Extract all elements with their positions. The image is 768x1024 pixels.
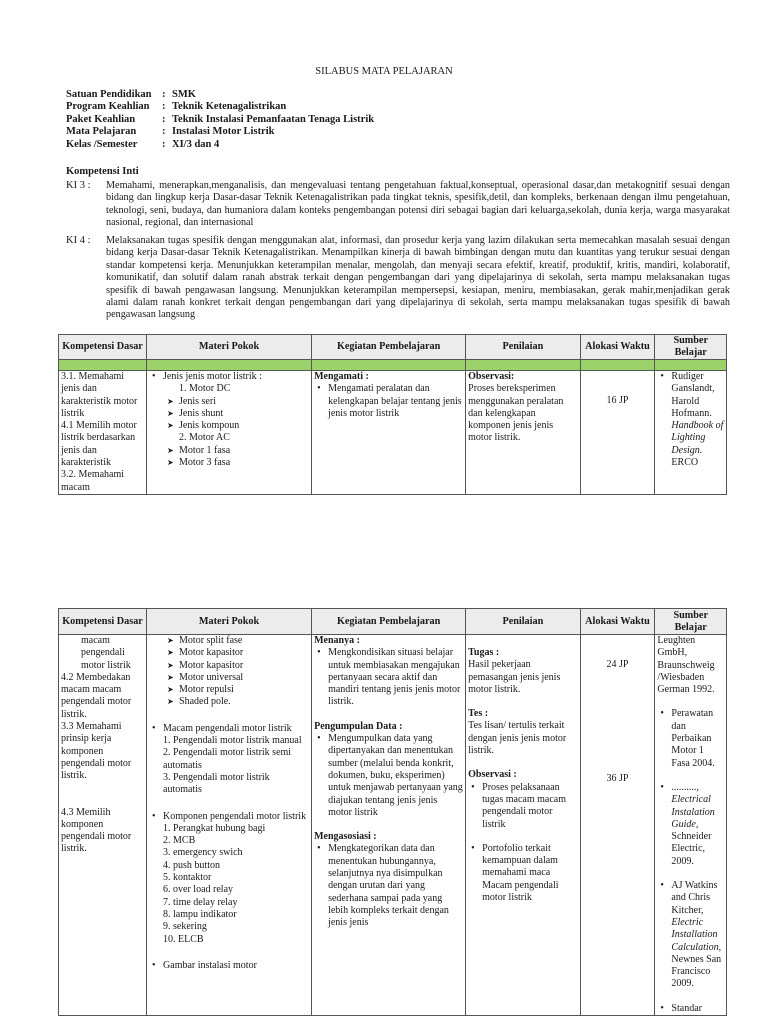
mp-sub: ➤ Motor kapasitor	[149, 647, 309, 659]
kd-item: 4.3 Memilih komponen pengendali motor listrik.	[61, 806, 132, 855]
mp-number-label: 2.	[179, 432, 187, 444]
meta-label: Mata Pelajaran	[66, 126, 137, 138]
pn-cell	[466, 371, 580, 495]
mp-sub: ➤ Jenis shunt	[149, 408, 309, 420]
mp-cell	[147, 371, 312, 495]
mp-sub: 8. lampu indikator	[163, 908, 237, 920]
header-kegiatan: Kegiatan Pembelajaran	[312, 335, 466, 360]
syllabus-table-2	[58, 608, 727, 1016]
kompetensi-inti-heading: Kompetensi Inti	[66, 166, 139, 177]
ki3-text: Memahami, menerapkan,menganalisis, dan mengevaluasi tentang pengetahuan faktual,konseptual, operasional dasar,dan metakognitif sesuai dengan bidang dan lingkup kerja Dasar-dasar Teknik Ketenagalistrikan pada tingkat teknis, spesifik,detil, dan kompleks, berkenaan dengan ilmu pengetahuan, teknologi, seni, budaya, dan humaniora dalam konteks pengembangan potensi diri sebagai bagian dari keluarga,sekolah, dunia kerja, warga masyarakat nasional, regional, dan internasional	[106, 180, 730, 229]
mp-bullet: • Jenis jenis motor listrik :	[149, 371, 309, 383]
mp-sub: 6. over load relay	[163, 884, 234, 896]
meta-label: Kelas /Semester	[66, 138, 138, 150]
kd-item: macam pengendali motor listrik	[81, 635, 131, 671]
sb-item: • ..........,	[657, 782, 724, 794]
header-materi-pokok: Materi Pokok	[147, 609, 312, 635]
mp-number-text: Motor AC	[189, 432, 230, 444]
table-separator-row	[59, 360, 727, 371]
kp-heading: Pengumpulan Data :	[314, 720, 403, 732]
sb-item: • Rudiger Ganslandt, Harold Hofmann.	[657, 371, 724, 420]
pn-text: Tes lisan/ tertulis terkait dengan jenis jenis motor listrik.	[468, 720, 567, 757]
pn-text: Proses bereksperimen menggunakan peralatan dan kelengkapan komponen jenis jenis motor listrik.	[468, 383, 564, 444]
sb-item: Leughten GmbH, Braunschweig /Wiesbaden German 1992.	[657, 635, 715, 696]
kd-item: 4.1 Memilih motor listrik berdasarkan jenis dan karakteristik	[61, 420, 137, 469]
syllabus-table-1-wrap	[0, 334, 768, 493]
mp-sub: ➤ Motor split fase	[149, 635, 309, 647]
sb-item: • Perawatan dan Perbaikan Motor 1 Fasa 2004.	[657, 708, 724, 769]
ki4-label: KI 4 :	[66, 235, 91, 246]
kp-item: • Mengumpulkan data yang dipertanyakan dan menentukan sumber (melalui benda konkrit, dokumen, buku, eksperimen) untuk menjawab pertanyaan yang diajukan tentang jenis jenis motor listrik	[314, 733, 463, 819]
table-header-row	[59, 609, 727, 635]
mp-number	[149, 383, 309, 395]
mp-sub: ➤ Motor 1 fasa	[149, 445, 309, 457]
table-row	[59, 635, 727, 1016]
kd-cell	[59, 371, 147, 495]
aw-cell	[580, 635, 655, 1016]
meta-value: Teknik Instalasi Pemanfaatan Tenaga Listrik	[172, 113, 375, 125]
syllabus-table-1	[58, 334, 727, 495]
sb-cell	[655, 371, 727, 495]
meta-label: Program Keahlian	[66, 101, 150, 113]
kd-item: 3.3 Memahami prinsip kerja komponen pengendali motor listrik.	[61, 721, 132, 782]
mp-sub: 1. Pengendali motor listrik manual	[163, 735, 302, 747]
kp-item: • Mengamati peralatan dan kelengkapan belajar tentang jenis jenis motor listrik	[314, 383, 463, 420]
meta-row: Mata Pelajaran : Instalasi Motor Listrik	[66, 126, 275, 138]
sb-cell	[655, 635, 727, 1016]
pn-heading: Observasi :	[468, 769, 517, 781]
mp-sub: 9. sekering	[163, 921, 207, 933]
sb-title: Electrical Instalation Guide,	[671, 794, 715, 830]
mp-sub: 7. time delay relay	[163, 896, 238, 908]
meta-row: Paket Keahlian : Teknik Instalasi Pemanfaatan Tenaga Listrik	[66, 113, 375, 125]
mp-sub: 1. Perangkat hubung bagi	[163, 822, 266, 834]
meta-row: Program Keahlian : Teknik Ketenagalistrikan	[66, 101, 287, 113]
kd-item: 3.2. Memahami macam	[61, 469, 125, 493]
mp-sub: ➤ Motor kapasitor	[149, 660, 309, 672]
kp-cell	[312, 371, 466, 495]
mp-cell	[147, 635, 312, 1016]
mp-sub: ➤ Motor 3 fasa	[149, 457, 309, 469]
mp-number	[149, 432, 309, 444]
kd-cell	[59, 635, 147, 1016]
mp-sub: 4. push button	[163, 859, 220, 871]
table-header-row	[59, 335, 727, 360]
pn-heading: Observasi:	[468, 371, 515, 382]
header-materi-pokok: Materi Pokok	[147, 335, 312, 360]
header-penilaian: Penilaian	[466, 335, 580, 360]
header-kompetensi-dasar: Kompetensi Dasar	[59, 609, 147, 635]
sb-item: • Standar	[657, 1003, 724, 1015]
meta-row: Satuan Pendidikan : SMK	[66, 89, 196, 100]
kp-heading: Menanya :	[314, 635, 360, 646]
meta-value: Instalasi Motor Listrik	[172, 126, 275, 138]
pn-heading: Tugas :	[468, 647, 500, 658]
mp-bullet: • Macam pengendali motor listrik	[149, 723, 309, 735]
kp-heading: Mengamati :	[314, 371, 369, 382]
pn-cell	[466, 635, 580, 1016]
sb-publisher: Newnes San Francisco 2009.	[671, 953, 722, 990]
mp-sub: 10. ELCB	[163, 933, 204, 945]
header-penilaian: Penilaian	[466, 609, 580, 635]
header-sumber-belajar: Sumber Belajar	[655, 609, 727, 635]
page-title: SILABUS MATA PELAJARAN	[315, 66, 453, 77]
sb-publisher: ERCO	[671, 457, 699, 469]
mp-sub: ➤ Jenis seri	[149, 396, 309, 408]
mp-number-text: Motor DC	[189, 383, 231, 395]
mp-sub: ➤ Motor repulsi	[149, 684, 309, 696]
mp-sub: 5. kontaktor	[163, 872, 212, 884]
mp-sub: ➤ Jenis kompoun	[149, 420, 309, 432]
meta-value: SMK	[172, 89, 196, 100]
meta-row: Kelas /Semester : XI/3 dan 4	[66, 138, 220, 150]
meta-label: Satuan Pendidikan	[66, 89, 152, 100]
pn-text: Hasil pekerjaan pemasangan jenis jenis motor listrik.	[468, 659, 561, 695]
sb-publisher: Schneider Electric, 2009.	[671, 831, 712, 867]
pn-heading: Tes :	[468, 708, 489, 720]
aw-value: 24 JP	[606, 659, 629, 670]
pn-item: • Proses pelaksanaan tugas macam macam pengendali motor listrik	[468, 782, 577, 831]
mp-sub: 2. Pengendali motor listrik semi automatis	[163, 747, 292, 771]
mp-sub: 3. emergency swich	[163, 847, 243, 859]
kd-item: 3.1. Memahami jenis dan karakteristik motor listrik	[61, 371, 138, 419]
sb-title: Electric Installation Calculation,	[671, 916, 722, 953]
sb-item: • AJ Watkins and Chris Kitcher,	[657, 880, 724, 917]
syllabus-table-2-wrap	[0, 608, 768, 1018]
header-kompetensi-dasar: Kompetensi Dasar	[59, 335, 147, 360]
identity-block	[66, 89, 374, 151]
meta-label: Paket Keahlian	[66, 113, 136, 125]
kp-heading: Mengasosiasi :	[314, 831, 377, 843]
aw-cell	[580, 371, 655, 495]
mp-bullet: • Gambar instalasi motor	[149, 960, 309, 972]
ki3-label: KI 3 :	[66, 180, 91, 191]
kp-cell	[312, 635, 466, 1016]
header-kegiatan: Kegiatan Pembelajaran	[312, 609, 466, 635]
ki4-text: Melaksanakan tugas spesifik dengan menggunakan alat, informasi, dan prosedur kerja yang lazim dilakukan serta memecahkan masalah sesuai dengan bidang kerja Dasar-dasar Teknik Ketenagalistrikan. Menampilkan kinerja di bawah bimbingan dengan mutu dan kuantitas yang terukur sesuai dengan standar kompetensi kerja. Menunjukkan keterampilan menalar, mengolah, dan menyaji secara efektif, kreatif, produktif, kritis, mandiri, kolaboratif, komunikatif, dan solutif dalam ranah abstrak terkait dengan pengembangan dari yang dipelajarinya di sekolah, serta mampu melaksanakan tugas spesifik di bawah pengawasan langsung. Menunjukkan keterampilan mempersepsi, kesiapan, meniru, membiasakan, gerak mahir,menjadikan gerak alami dalam ranah konkret terkait dengan pengembangan dari yang dipelajarinya di sekolah, serta mampu melaksanakan tugas spesifik di bawah pengawasan langsung	[106, 235, 730, 321]
header-alokasi-waktu: Alokasi Waktu	[580, 609, 655, 635]
mp-bullet: • Komponen pengendali motor listrik	[149, 811, 309, 823]
meta-value: Teknik Ketenagalistrikan	[172, 101, 287, 113]
mp-sub: ➤ Motor universal	[149, 672, 309, 684]
kp-item: • Mengkategorikan data dan menentukan hubungannya, selanjutnya nya disimpulkan dengan urutan dari yang sederhana sampai pada yang lebih kompleks terkait dengan jenis jenis	[314, 843, 463, 929]
mp-sub: ➤ Shaded pole.	[149, 696, 309, 708]
aw-value: 16 JP	[606, 395, 629, 406]
mp-number-label: 1.	[179, 383, 187, 395]
mp-sub: 3. Pengendali motor listrik automatis	[163, 771, 270, 796]
table-row	[59, 371, 727, 495]
pn-item: • Portofolio terkait kemampuan dalam memahami maca Macam pengendali motor listrik	[468, 843, 577, 904]
kp-item: • Mengkondisikan situasi belajar untuk membiasakan mengajukan pertanyaan secara aktif dan mandiri tentang jenis jenis motor listrik.	[314, 647, 463, 708]
mp-sub: 2. MCB	[163, 835, 196, 847]
meta-value: XI/3 dan 4	[172, 138, 220, 150]
header-sumber-belajar: Sumber Belajar	[655, 335, 727, 360]
aw-value: 36 JP	[606, 773, 629, 785]
kd-item: 4.2 Membedakan macam macam pengendali motor listrik.	[61, 671, 132, 720]
sb-title: Handbook of Lighting Design.	[671, 420, 724, 456]
header-alokasi-waktu: Alokasi Waktu	[580, 335, 655, 360]
